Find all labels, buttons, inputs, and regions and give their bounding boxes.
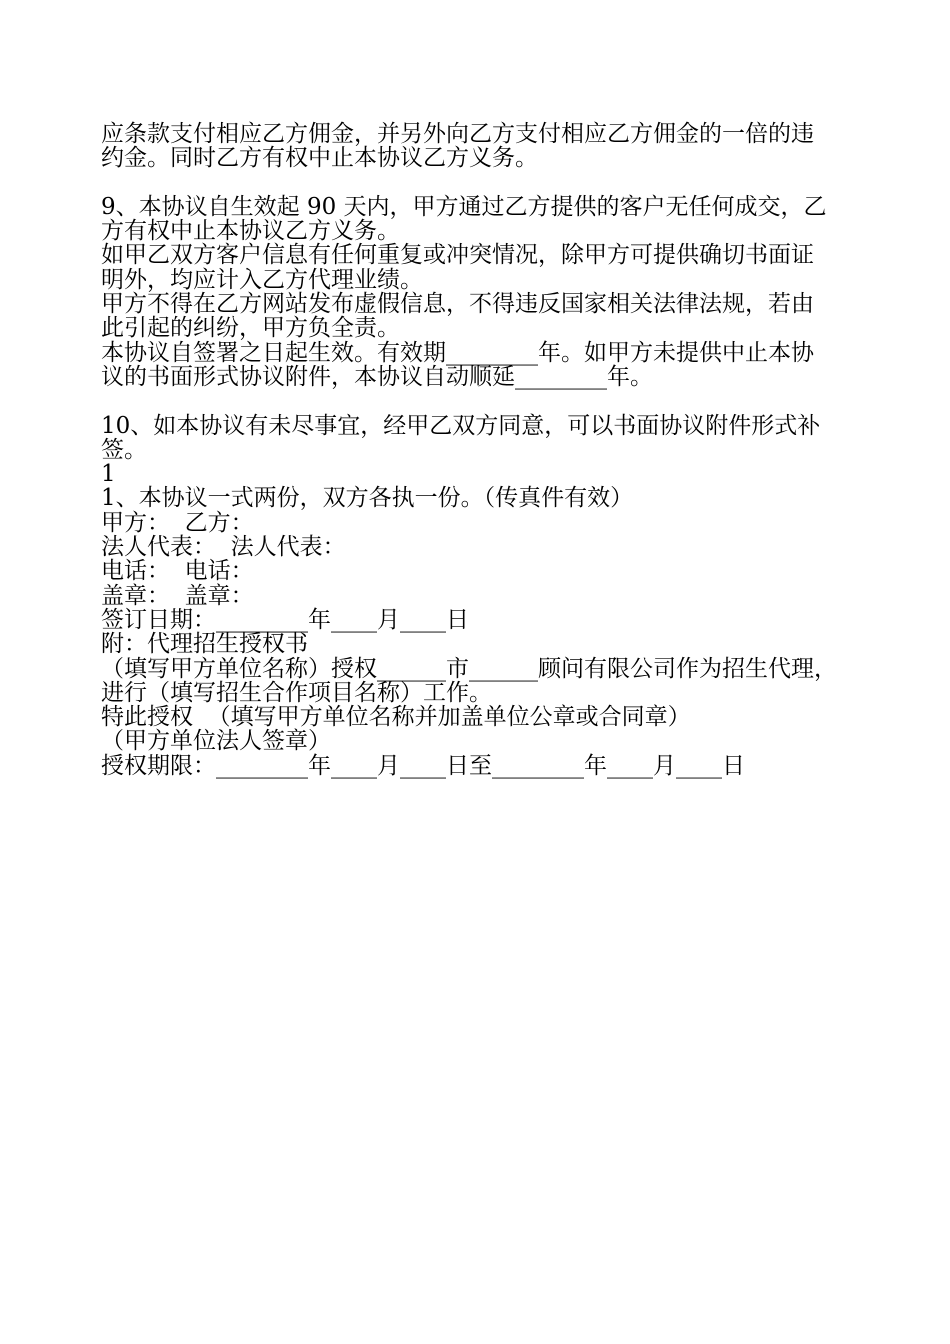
text-line: 如甲乙双方客户信息有任何重复或冲突情况，除甲方可提供确切书面证 xyxy=(101,242,814,269)
text-line: 签。 xyxy=(101,436,147,463)
signature-party-line: 甲方： 乙方： xyxy=(101,509,254,536)
text-line: 应条款支付相应乙方佣金，并另外向乙方支付相应乙方佣金的一倍的违 xyxy=(101,121,814,147)
text-line: （甲方单位法人签章） xyxy=(101,728,331,755)
authorization-period-line: 授权期限：________年____月____日至________年____月____日 xyxy=(101,752,745,779)
signing-date-line: 签订日期：________年____月____日 xyxy=(101,606,469,633)
signature-representative-line: 法人代表： 法人代表： xyxy=(101,534,346,561)
appendix-title: 附：代理招生授权书 xyxy=(101,631,308,658)
text-line: 明外，均应计入乙方代理业绩。 xyxy=(101,266,423,293)
text-line: 方有权中止本协议乙方义务。 xyxy=(101,218,400,245)
signature-seal-line: 盖章： 盖章： xyxy=(101,582,254,609)
text-line: 1、本协议一式两份，双方各执一份。（传真件有效） xyxy=(101,485,634,512)
text-line: 此引起的纠纷，甲方负全责。 xyxy=(101,315,400,342)
text-line: 本协议自签署之日起生效。有效期________年。如甲方未提供中止本协 xyxy=(101,339,814,366)
text-line: 议的书面形式协议附件，本协议自动顺延________年。 xyxy=(101,363,653,390)
text-line: 1 xyxy=(101,461,116,488)
text-line: （填写甲方单位名称）授权______市______顾问有限公司作为招生代理， xyxy=(101,655,837,682)
document-page xyxy=(101,122,861,778)
text-line: 甲方不得在乙方网站发布虚假信息，不得违反国家相关法律法规，若由 xyxy=(101,291,814,318)
paragraph-gap xyxy=(101,171,861,195)
paragraph-gap xyxy=(101,389,861,413)
text-line: 进行（填写招生合作项目名称）工作。 xyxy=(101,679,492,706)
text-line: 约金。同时乙方有权中止本协议乙方义务。 xyxy=(101,145,538,172)
text-line: 10、如本协议有未尽事宜，经甲乙双方同意，可以书面协议附件形式补 xyxy=(101,412,821,439)
signature-phone-line: 电话： 电话： xyxy=(101,558,254,585)
text-line: 9、本协议自生效起 90 天内，甲方通过乙方提供的客户无任何成交，乙 xyxy=(101,193,827,220)
text-line: 特此授权 （填写甲方单位名称并加盖单位公章或合同章） xyxy=(101,704,691,731)
